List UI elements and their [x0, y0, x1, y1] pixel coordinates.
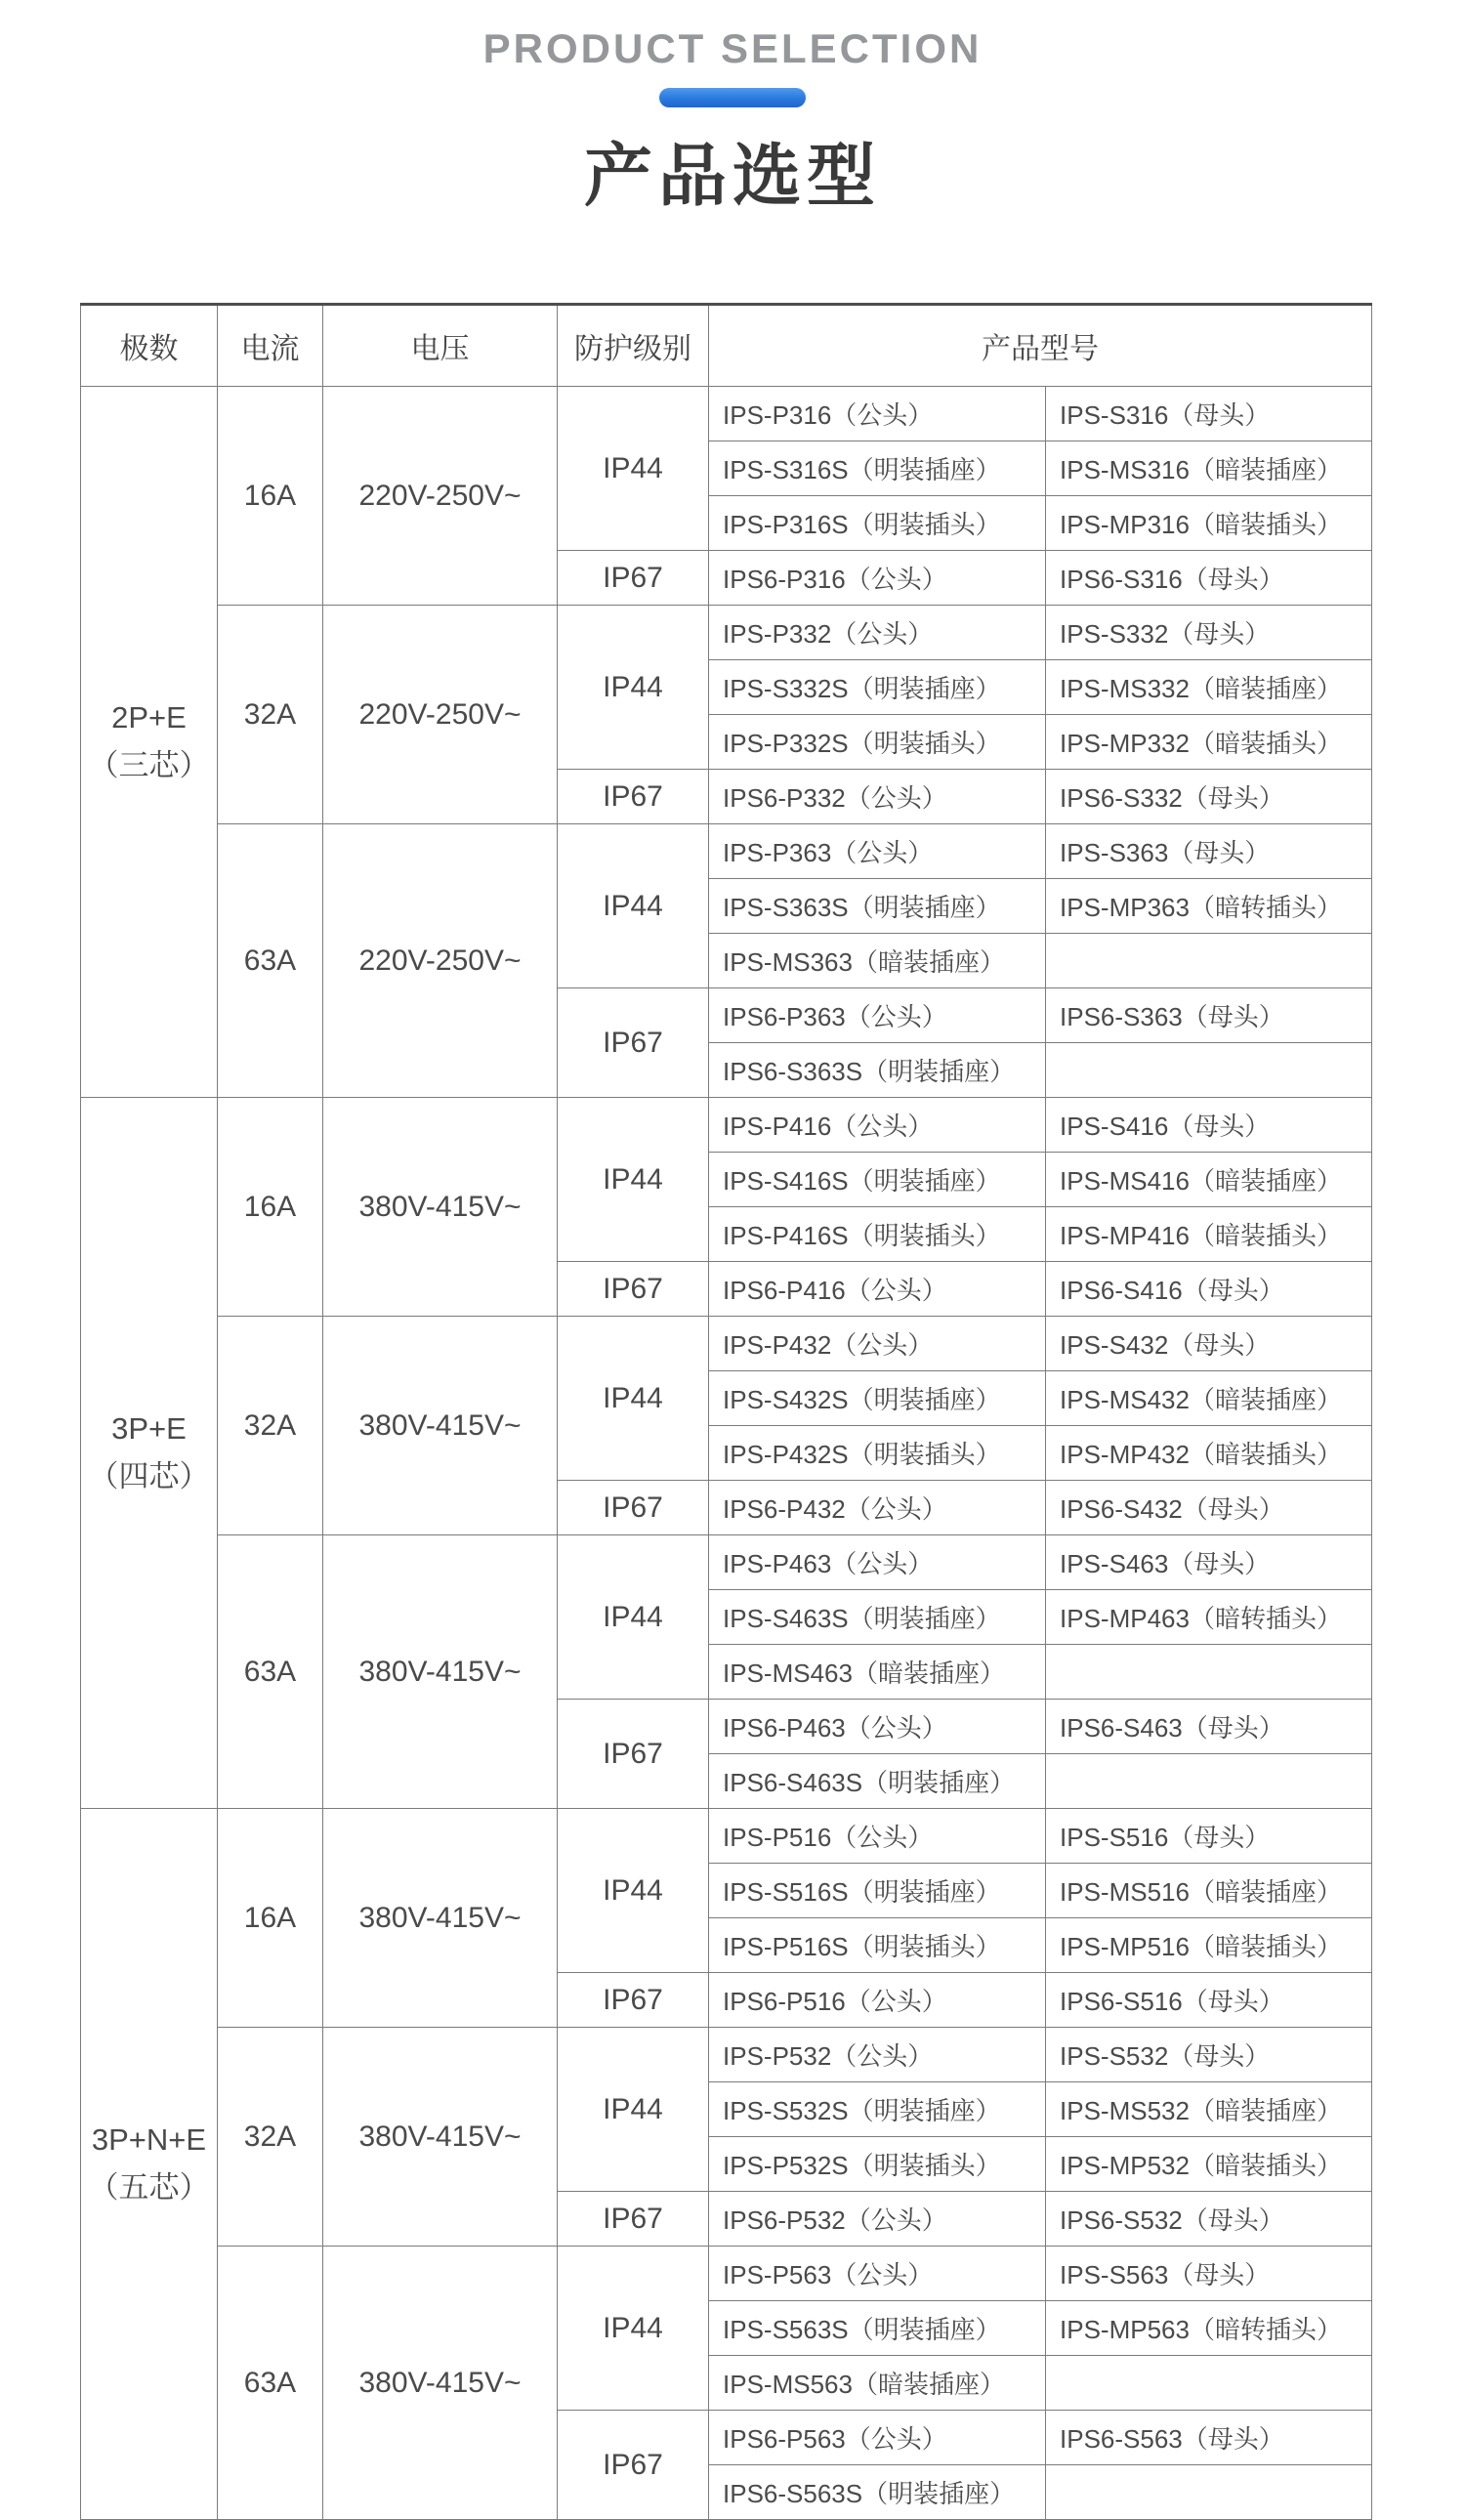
voltage-cell: 380V-415V~	[323, 1317, 558, 1535]
model-cell: IPS-S532S（明装插座）	[709, 2082, 1046, 2137]
ip-rating-cell: IP44	[558, 1809, 709, 1973]
model-cell: IPS-P416（公头）	[709, 1098, 1046, 1153]
model-cell: IPS-P363（公头）	[709, 824, 1046, 879]
model-cell: IPS-P463（公头）	[709, 1535, 1046, 1590]
ip-rating-cell: IP44	[558, 2247, 709, 2411]
model-cell	[1046, 1754, 1372, 1809]
model-cell: IPS-MP432（暗装插头）	[1046, 1426, 1372, 1481]
model-cell: IPS-MS516（暗装插座）	[1046, 1864, 1372, 1918]
ip-rating-cell: IP67	[558, 2192, 709, 2247]
pole-cell: 3P+N+E （五芯）	[81, 1809, 218, 2520]
model-cell: IPS-P532（公头）	[709, 2028, 1046, 2082]
model-cell: IPS-S316S（明装插座）	[709, 441, 1046, 496]
table-row	[81, 1809, 1372, 1864]
header-poles: 极数	[81, 305, 218, 387]
ip-rating-cell: IP44	[558, 387, 709, 551]
table-row	[81, 2028, 1372, 2082]
model-cell: IPS-S532（母头）	[1046, 2028, 1372, 2082]
ip-rating-cell: IP44	[558, 1317, 709, 1481]
model-cell: IPS-P516（公头）	[709, 1809, 1046, 1864]
model-cell: IPS-P316（公头）	[709, 387, 1046, 441]
ip-rating-cell: IP67	[558, 1262, 709, 1317]
ip-rating-cell: IP67	[558, 551, 709, 606]
model-cell: IPS6-S363（母头）	[1046, 988, 1372, 1043]
model-cell: IPS-MS363（暗装插座）	[709, 934, 1046, 988]
model-cell: IPS-S316（母头）	[1046, 387, 1372, 441]
voltage-cell: 380V-415V~	[323, 1098, 558, 1317]
model-cell: IPS-S516S（明装插座）	[709, 1864, 1046, 1918]
model-cell: IPS6-P316（公头）	[709, 551, 1046, 606]
model-cell: IPS-S363（母头）	[1046, 824, 1372, 879]
current-cell: 16A	[218, 387, 323, 606]
table-header	[81, 305, 1372, 387]
product-selection-table	[80, 303, 1372, 2520]
table-row	[81, 1317, 1372, 1371]
current-cell: 63A	[218, 824, 323, 1098]
table-row	[81, 824, 1372, 879]
voltage-cell: 220V-250V~	[323, 824, 558, 1098]
page-header	[0, 0, 1465, 303]
header-model: 产品型号	[709, 305, 1372, 387]
ip-rating-cell: IP67	[558, 770, 709, 824]
model-cell: IPS6-P332（公头）	[709, 770, 1046, 824]
model-cell: IPS-P563（公头）	[709, 2247, 1046, 2301]
current-cell: 32A	[218, 2028, 323, 2247]
model-cell: IPS-S563S（明装插座）	[709, 2301, 1046, 2356]
model-cell: IPS6-S432（母头）	[1046, 1481, 1372, 1535]
header-current: 电流	[218, 305, 323, 387]
model-cell	[1046, 2465, 1372, 2520]
model-cell: IPS6-P432（公头）	[709, 1481, 1046, 1535]
model-cell: IPS6-S316（母头）	[1046, 551, 1372, 606]
table-row	[81, 1535, 1372, 1590]
model-cell: IPS-P516S（明装插头）	[709, 1918, 1046, 1973]
current-cell: 63A	[218, 2247, 323, 2520]
selection-table-body	[81, 387, 1372, 2520]
ip-rating-cell: IP44	[558, 1098, 709, 1262]
ip-rating-cell: IP44	[558, 2028, 709, 2192]
model-cell: IPS-MS332（暗装插座）	[1046, 660, 1372, 715]
model-cell: IPS6-P463（公头）	[709, 1700, 1046, 1754]
model-cell: IPS-P332S（明装插头）	[709, 715, 1046, 770]
voltage-cell: 380V-415V~	[323, 2028, 558, 2247]
header-row	[81, 305, 1372, 387]
model-cell: IPS-MP332（暗装插头）	[1046, 715, 1372, 770]
voltage-cell: 380V-415V~	[323, 1809, 558, 2028]
model-cell	[1046, 2356, 1372, 2411]
model-cell: IPS-MP563（暗转插头）	[1046, 2301, 1372, 2356]
model-cell: IPS-MS416（暗装插座）	[1046, 1153, 1372, 1207]
current-cell: 63A	[218, 1535, 323, 1809]
model-cell: IPS-MP463（暗转插头）	[1046, 1590, 1372, 1645]
voltage-cell: 380V-415V~	[323, 1535, 558, 1809]
model-cell: IPS-S332S（明装插座）	[709, 660, 1046, 715]
model-cell	[1046, 1043, 1372, 1098]
model-cell: IPS-S516（母头）	[1046, 1809, 1372, 1864]
model-cell: IPS-MP416（暗装插头）	[1046, 1207, 1372, 1262]
model-cell: IPS-MP363（暗转插头）	[1046, 879, 1372, 934]
model-cell: IPS6-S516（母头）	[1046, 1973, 1372, 2028]
ip-rating-cell: IP67	[558, 2411, 709, 2520]
model-cell: IPS-P532S（明装插头）	[709, 2137, 1046, 2192]
model-cell: IPS-S432S（明装插座）	[709, 1371, 1046, 1426]
model-cell: IPS-S332（母头）	[1046, 606, 1372, 660]
model-cell: IPS-S463S（明装插座）	[709, 1590, 1046, 1645]
table-row	[81, 606, 1372, 660]
voltage-cell: 220V-250V~	[323, 387, 558, 606]
table-row	[81, 1098, 1372, 1153]
ip-rating-cell: IP67	[558, 1973, 709, 2028]
model-cell: IPS6-P516（公头）	[709, 1973, 1046, 2028]
model-cell: IPS-MP316（暗装插头）	[1046, 496, 1372, 551]
model-cell: IPS-P432S（明装插头）	[709, 1426, 1046, 1481]
model-cell: IPS6-S563S（明装插座）	[709, 2465, 1046, 2520]
header-protection: 防护级别	[558, 305, 709, 387]
current-cell: 32A	[218, 606, 323, 824]
ip-rating-cell: IP44	[558, 1535, 709, 1700]
model-cell: IPS-S432（母头）	[1046, 1317, 1372, 1371]
model-cell: IPS6-P416（公头）	[709, 1262, 1046, 1317]
current-cell: 16A	[218, 1809, 323, 2028]
model-cell: IPS-MP532（暗装插头）	[1046, 2137, 1372, 2192]
ip-rating-cell: IP44	[558, 824, 709, 988]
model-cell: IPS6-S532（母头）	[1046, 2192, 1372, 2247]
page-title: 产品选型	[584, 138, 881, 214]
product-selection-table-wrap	[80, 303, 1371, 2520]
model-cell: IPS-MP516（暗装插头）	[1046, 1918, 1372, 1973]
model-cell: IPS-P416S（明装插头）	[709, 1207, 1046, 1262]
model-cell	[1046, 934, 1372, 988]
ip-rating-cell: IP67	[558, 988, 709, 1098]
header-voltage: 电压	[323, 305, 558, 387]
model-cell: IPS-P316S（明装插头）	[709, 496, 1046, 551]
model-cell: IPS-MS532（暗装插座）	[1046, 2082, 1372, 2137]
model-cell: IPS-MS316（暗装插座）	[1046, 441, 1372, 496]
model-cell: IPS6-S463（母头）	[1046, 1700, 1372, 1754]
current-cell: 16A	[218, 1098, 323, 1317]
model-cell: IPS-S416（母头）	[1046, 1098, 1372, 1153]
model-cell: IPS6-S332（母头）	[1046, 770, 1372, 824]
ip-rating-cell: IP44	[558, 606, 709, 770]
model-cell: IPS6-P563（公头）	[709, 2411, 1046, 2465]
voltage-cell: 220V-250V~	[323, 606, 558, 824]
model-cell: IPS-P432（公头）	[709, 1317, 1046, 1371]
pole-cell: 3P+E （四芯）	[81, 1098, 218, 1809]
ip-rating-cell: IP67	[558, 1700, 709, 1809]
model-cell: IPS6-P363（公头）	[709, 988, 1046, 1043]
model-cell: IPS-P332（公头）	[709, 606, 1046, 660]
model-cell: IPS-S416S（明装插座）	[709, 1153, 1046, 1207]
model-cell: IPS6-S416（母头）	[1046, 1262, 1372, 1317]
model-cell: IPS-MS432（暗装插座）	[1046, 1371, 1372, 1426]
title-divider-pill	[659, 88, 806, 107]
model-cell: IPS-S363S（明装插座）	[709, 879, 1046, 934]
model-cell: IPS6-P532（公头）	[709, 2192, 1046, 2247]
model-cell: IPS-MS463（暗装插座）	[709, 1645, 1046, 1700]
page-subtitle: PRODUCT SELECTION	[482, 25, 983, 71]
model-cell: IPS-MS563（暗装插座）	[709, 2356, 1046, 2411]
model-cell: IPS-S463（母头）	[1046, 1535, 1372, 1590]
model-cell: IPS6-S463S（明装插座）	[709, 1754, 1046, 1809]
model-cell: IPS6-S563（母头）	[1046, 2411, 1372, 2465]
current-cell: 32A	[218, 1317, 323, 1535]
voltage-cell: 380V-415V~	[323, 2247, 558, 2520]
table-row	[81, 2247, 1372, 2301]
model-cell	[1046, 1645, 1372, 1700]
table-row	[81, 387, 1372, 441]
pole-cell: 2P+E （三芯）	[81, 387, 218, 1098]
model-cell: IPS-S563（母头）	[1046, 2247, 1372, 2301]
model-cell: IPS6-S363S（明装插座）	[709, 1043, 1046, 1098]
ip-rating-cell: IP67	[558, 1481, 709, 1535]
